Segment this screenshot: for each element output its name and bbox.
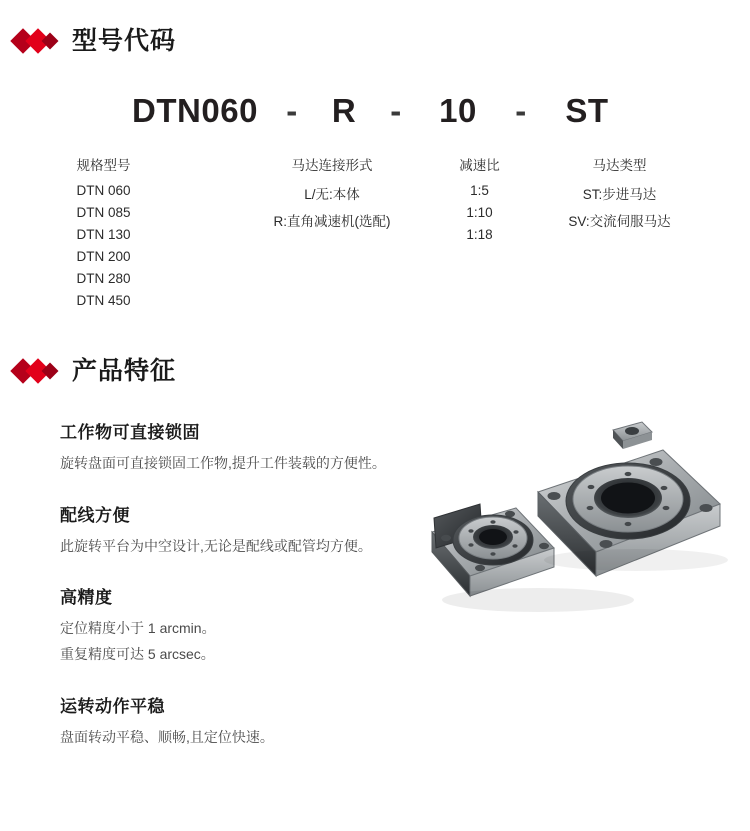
- legend-line: R:直角减速机(选配): [273, 214, 391, 229]
- feature-text: 重复精度可达 5 arcsec。: [60, 646, 215, 663]
- code-motor-type: ST: [565, 92, 609, 129]
- legend-line: DTN 200: [76, 249, 131, 264]
- legend-line: SV:交流伺服马达: [568, 214, 671, 229]
- code-series: DTN060: [132, 92, 258, 129]
- feature-item: [60, 501, 390, 558]
- code-motor-connection: R: [331, 92, 357, 129]
- legend-line: ST:步进马达: [582, 187, 657, 202]
- feature-item: [60, 583, 390, 665]
- legend-line: 1:18: [466, 227, 493, 242]
- legend-line: DTN 130: [76, 227, 131, 242]
- legend-line: DTN 280: [76, 271, 131, 286]
- rotary-table-product-photo: [420, 400, 730, 630]
- feature-item: [60, 692, 390, 749]
- model-code-row: [0, 92, 750, 130]
- feature-title: 运转动作平稳: [60, 696, 165, 716]
- red-diamond-logo-icon: [14, 28, 58, 54]
- page-title: 型号代码: [72, 26, 177, 55]
- feature-text: 盘面转动平稳、顺畅,且定位快速。: [60, 728, 274, 745]
- feature-title: 配线方便: [60, 505, 130, 525]
- feature-title: 高精度: [60, 588, 113, 608]
- red-diamond-logo-icon: [14, 358, 58, 384]
- legend-line: DTN 450: [76, 293, 131, 308]
- features-title: 产品特征: [72, 356, 177, 385]
- legend-header: 规格型号: [76, 158, 131, 173]
- code-dash-1: -: [286, 92, 298, 129]
- feature-text: 定位精度小于 1 arcmin。: [60, 620, 216, 637]
- code-ratio: 10: [439, 92, 477, 129]
- legend-header: 马达连接形式: [291, 158, 373, 173]
- features-list: [60, 418, 390, 774]
- legend-header: 减速比: [459, 158, 500, 173]
- legend-column-series: [51, 154, 245, 315]
- section-header-features: [14, 358, 176, 384]
- model-code-legend: [0, 154, 750, 315]
- feature-item: [60, 418, 390, 475]
- legend-line: 1:5: [470, 183, 489, 198]
- legend-column-ratio: [420, 154, 540, 315]
- section-header-model-code: [14, 28, 176, 54]
- legend-column-motor-type: [540, 154, 700, 315]
- legend-column-motor-connection: [245, 154, 420, 315]
- legend-line: DTN 085: [76, 205, 131, 220]
- code-dash-3: -: [515, 92, 527, 129]
- legend-line: L/无:本体: [304, 187, 360, 202]
- feature-text: 旋转盘面可直接锁固工作物,提升工件装载的方便性。: [60, 455, 386, 471]
- code-dash-2: -: [390, 92, 402, 129]
- legend-header: 马达类型: [592, 158, 647, 173]
- model-code-block: [0, 92, 750, 315]
- legend-line: DTN 060: [76, 183, 131, 198]
- legend-line: 1:10: [466, 205, 493, 220]
- feature-text: 此旋转平台为中空设计,无论是配线或配管均方便。: [60, 537, 372, 554]
- feature-title: 工作物可直接锁固: [60, 423, 200, 442]
